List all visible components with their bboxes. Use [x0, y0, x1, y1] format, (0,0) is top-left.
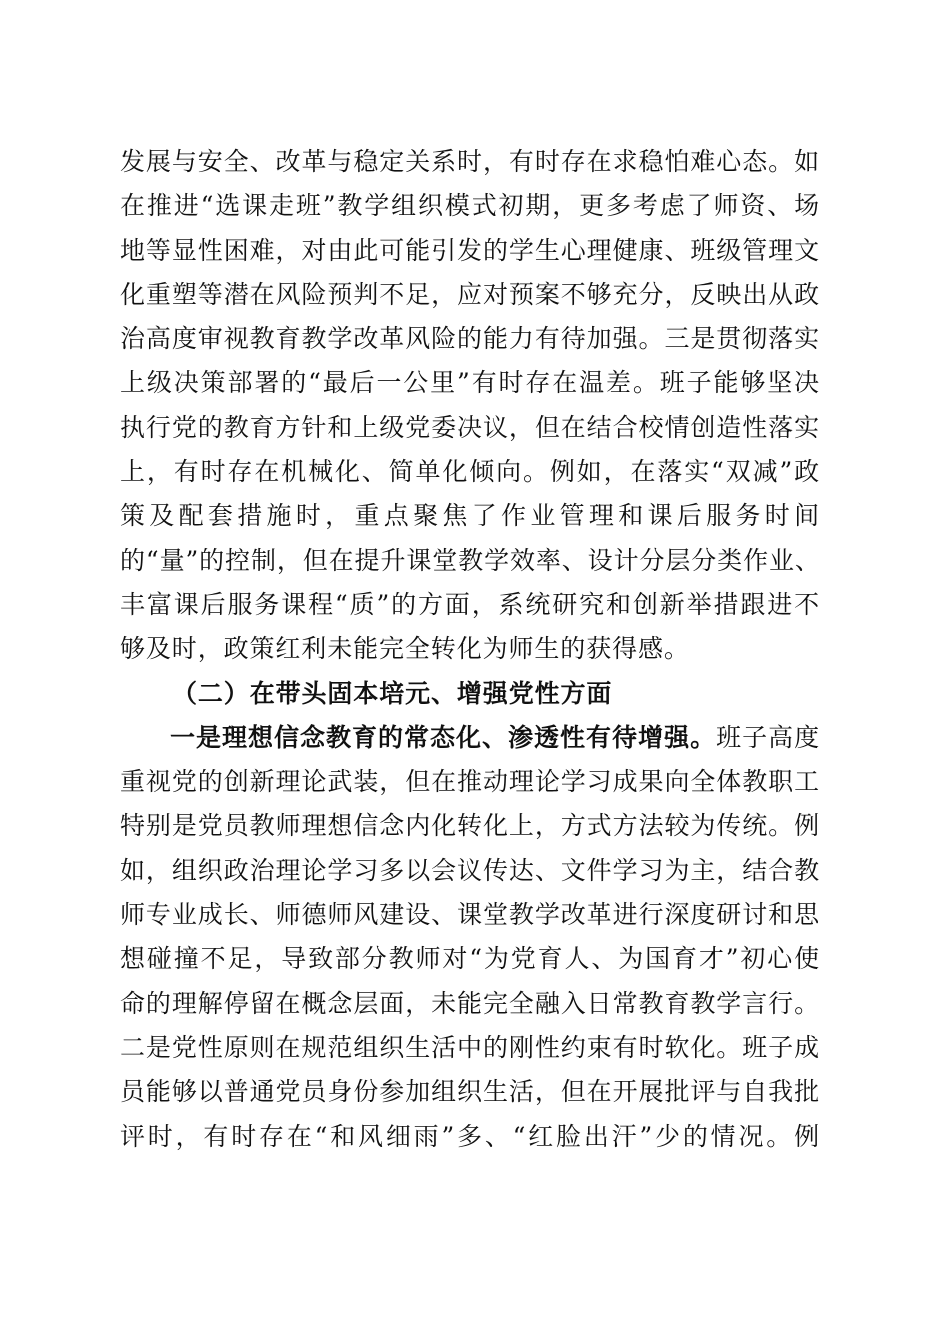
text-line: 策及配套措施时，重点聚焦了作业管理和课后服务时间 — [120, 501, 820, 531]
text-line: 化重塑等潜在风险预判不足，应对预案不够充分，反映出从政 — [120, 279, 820, 309]
paragraph-lead-line — [120, 716, 820, 760]
text-line: 特别是党员教师理想信念内化转化上，方式方法较为传统。例 — [120, 811, 820, 841]
text-line: 地等显性困难，对由此可能引发的学生心理健康、班级管理文 — [120, 235, 820, 265]
text-line: 师专业成长、师德师风建设、课堂教学改革进行深度研讨和思 — [120, 900, 820, 930]
lead-continuation: 班子高度 — [716, 722, 820, 752]
text-line: 重视党的创新理论武装，但在推动理论学习成果向全体教职工 — [120, 767, 820, 797]
text-line: 的“量”的控制，但在提升课堂教学效率、设计分层分类作业、 — [120, 545, 821, 575]
lead-sentence: 一是理想信念教育的常态化、渗透性有待增强。 — [170, 722, 717, 752]
text-line: 执行党的教育方针和上级党委决议，但在结合校情创造性落实 — [120, 412, 820, 442]
text-line: 二是党性原则在规范组织生活中的刚性约束有时软化。班子成 — [120, 1032, 820, 1062]
text-line: 治高度审视教育教学改革风险的能力有待加强。三是贯彻落实 — [120, 324, 820, 354]
text-line: 命的理解停留在概念层面，未能完全融入日常教育教学言行。 — [120, 988, 820, 1018]
text-line: 丰富课后服务课程“质”的方面，系统研究和创新举措跟进不 — [120, 589, 820, 619]
text-line: 评时，有时存在“和风细雨”多、“红脸出汗”少的情况。例 — [120, 1121, 820, 1151]
text-line: 上，有时存在机械化、简单化倾向。例如，在落实“双减”政 — [120, 457, 820, 487]
text-line: 够及时，政策红利未能完全转化为师生的获得感。 — [120, 634, 690, 664]
text-line: 想碰撞不足，导致部分教师对“为党育人、为国育才”初心使 — [120, 944, 820, 974]
text-line: 员能够以普通党员身份参加组织生活，但在开展批评与自我批 — [120, 1077, 820, 1107]
text-line: 上级决策部署的“最后一公里”有时存在温差。班子能够坚决 — [120, 368, 820, 398]
text-line: 发展与安全、改革与稳定关系时，有时存在求稳怕难心态。如 — [120, 147, 820, 176]
paragraph-continued — [120, 140, 820, 1159]
section-heading: （二）在带头固本培元、增强党性方面 — [172, 678, 613, 708]
text-line: 在推进“选课走班”教学组织模式初期，更多考虑了师资、场 — [120, 191, 820, 221]
text-line: 如，组织政治理论学习多以会议传达、文件学习为主，结合教 — [120, 855, 820, 885]
